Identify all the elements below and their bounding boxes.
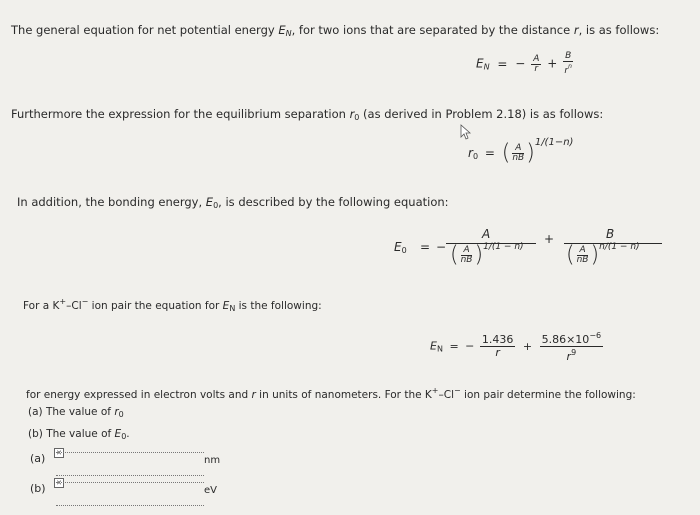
answer-row-a [30, 446, 230, 478]
equation-net-energy: $E_N$ = − $\frac{A}{r}$ + $\frac{B}{r^n}$ [476, 51, 572, 76]
intro-text: The general equation for net potential energy $E_N$, for two ions that are separated by the distance r, is as follows: [11, 23, 660, 38]
bonding-energy-text: In addition, the bonding energy, $E_0$, is described by the following equation: [17, 195, 449, 210]
equilibrium-text: Furthermore the expression for the equilibrium separation $r_0$ (as derived in Problem 2.18) is as follows: [11, 107, 604, 122]
answer-a-input[interactable] [56, 452, 204, 476]
answer-row-b [30, 476, 230, 508]
answer-b-status-icon: ✕ [54, 478, 64, 488]
question-b: (b) The value of $E_0$. [28, 428, 130, 441]
answer-a-label: (a) [30, 452, 46, 465]
equation-equilibrium-separation: $r_0$ = ( $\frac{A}{nB}$ )$^{1/(1-n)}$ [468, 137, 574, 166]
answer-b-label: (b) [30, 482, 46, 495]
answer-b-input[interactable] [56, 482, 204, 506]
answer-a-status-icon: ✕ [54, 448, 64, 458]
answer-a-unit: nm [204, 455, 221, 466]
instructions-text: for energy expressed in electron volts and r in units of nanometers. For the K+–Cl− ion pair determine the following: [26, 386, 636, 401]
question-a: (a) The value of $r_0$ [28, 406, 124, 419]
kcl-intro-text: For a K+–Cl− ion pair the equation for $E_N$ is the following: [23, 297, 322, 313]
equation-kcl-energy: $E_N$ = − $\frac{1.436}{r}$ + $\frac{5.86\times 10^{-6}}{r^9}$ [430, 331, 602, 363]
answer-b-unit: eV [204, 485, 217, 496]
equation-bonding-energy: $E_0$ = − A ( $\frac{A}{nB}$ )$^{1/(1 - n)}$ + B ( $\frac{A}{nB}$ )$^{n/(1 - n)}$ [394, 232, 674, 282]
